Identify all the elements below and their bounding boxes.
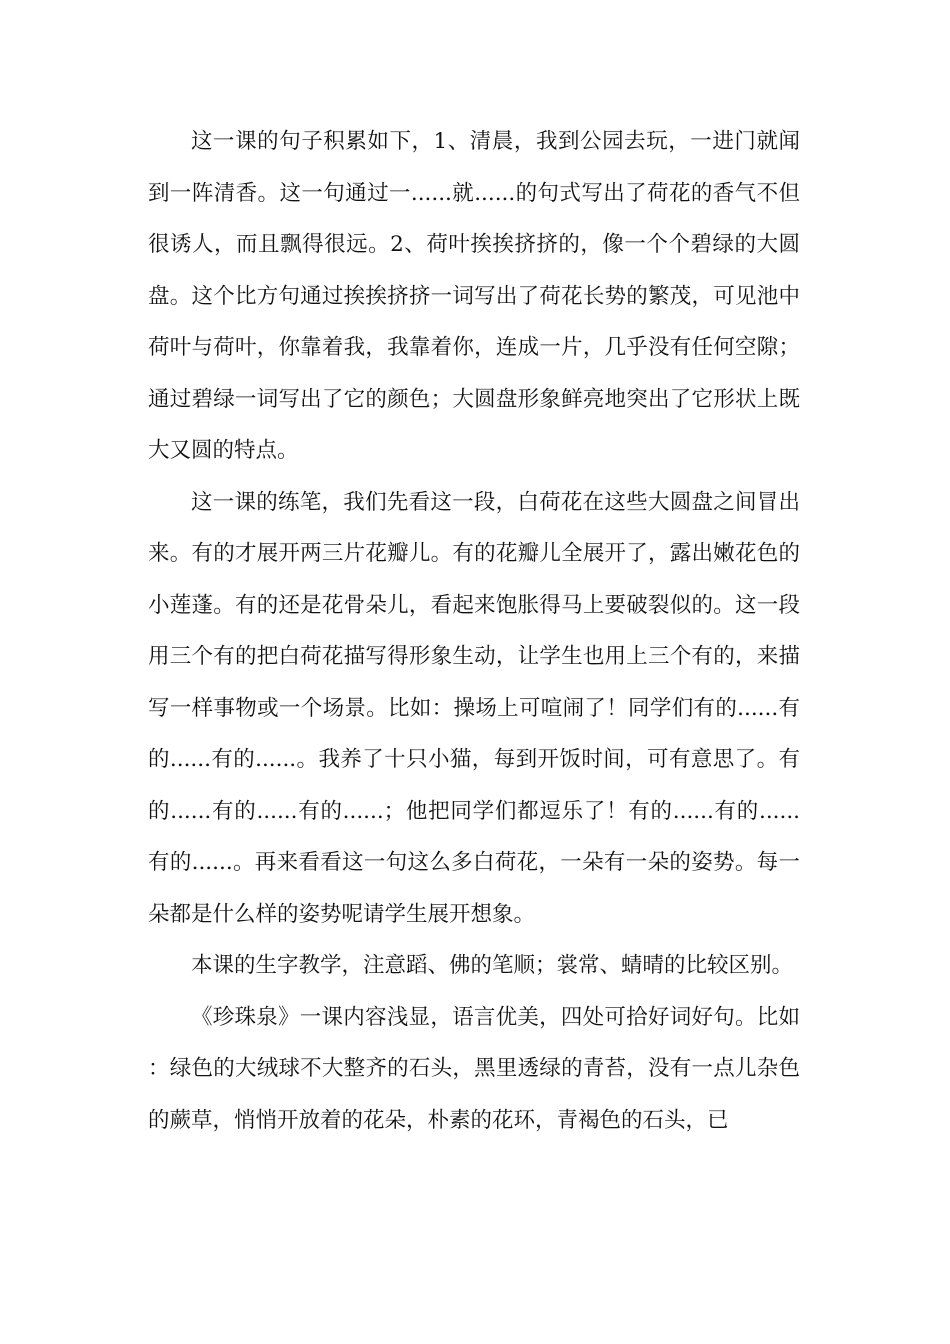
paragraph-character-teaching: 本课的生字教学，注意蹈、佛的笔顺；裳常、蜻晴的比较区别。 bbox=[191, 953, 794, 978]
paragraph-lotus-sentences: 这一课的句子积累如下，1、清晨，我到公园去玩，一进门就闻到一阵清香。这一句通过一......就......的句式写出了荷花的香气不但很诱人，而且飘得很远。2、荷叶挨挨挤挤的，像一个个碧绿的大圆盘。这个比方句通过挨挨挤挤一词写出了荷花长势的繁茂，可见池中荷叶与荷叶，你靠着我，我靠着你，连成一片，几乎没有任何空隙；通过碧绿一词写出了它的颜色；大圆盘形象鲜亮地突出了它形状上既大又圆的特点。 bbox=[148, 129, 800, 463]
document-body bbox=[148, 116, 800, 1146]
paragraph-pearl-spring: 《珍珠泉》一课内容浅显，语言优美，四处可拾好词好句。比如：绿色的大绒球不大整齐的石头，黑里透绿的青苔，没有一点儿杂色的蕨草，悄悄开放着的花朵，朴素的花环，青褐色的石头，已 bbox=[148, 1004, 800, 1133]
paragraph-writing-practice: 这一课的练笔，我们先看这一段，白荷花在这些大圆盘之间冒出来。有的才展开两三片花瓣儿。有的花瓣儿全展开了，露出嫩花色的小莲蓬。有的还是花骨朵儿，看起来饱胀得马上要破裂似的。这一段用三个有的把白荷花描写得形象生动，让学生也用上三个有的，来描写一样事物或一个场景。比如：操场上可喧闹了！同学们有的......有的......有的......。我养了十只小猫，每到开饭时间，可有意思了。有的......有的......有的......；他把同学们都逗乐了！有的......有的......有的......。再来看看这一句这么多白荷花，一朵有一朵的姿势。每一朵都是什么样的姿势呢请学生展开想象。 bbox=[148, 489, 800, 927]
